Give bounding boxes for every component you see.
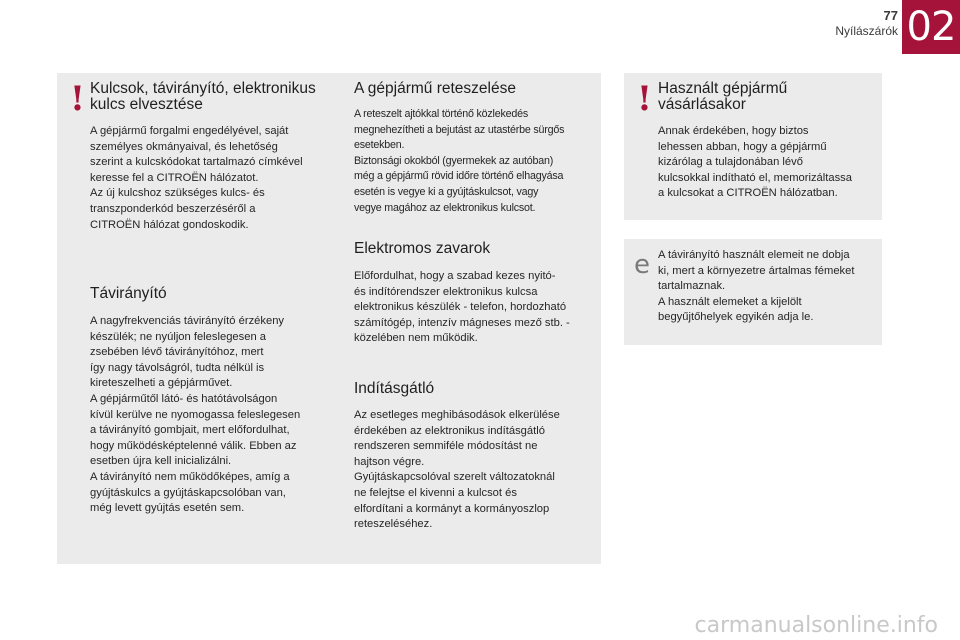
- immobiliser-text: [354, 408, 599, 533]
- remote-title: Távirányító: [90, 285, 167, 302]
- text-line: A távirányító használt elemeit ne dobja: [658, 249, 850, 261]
- text-line: Gyújtáskapcsolóval szerelt változatoknál: [354, 471, 555, 484]
- battery-section: [658, 248, 880, 326]
- text-line: elfordítani a kormányt a kormányoszlop: [354, 502, 550, 515]
- page-number: 77: [883, 8, 898, 23]
- lost-keys-text: [90, 124, 340, 233]
- alert-icon: !: [637, 79, 652, 119]
- immobiliser-title: Indításgátló: [354, 380, 435, 397]
- buying-text: [658, 124, 880, 202]
- text-line: lehessen abban, hogy a gépjármű: [658, 140, 827, 153]
- text-line: közelében nem működik.: [354, 332, 478, 345]
- text-line: Az esetleges meghibásodások elkerülése: [354, 409, 560, 421]
- remote-section: [90, 286, 340, 517]
- interference-title: Elektromos zavarok: [354, 240, 491, 257]
- buying-section: [658, 81, 880, 202]
- text-line: CITROËN hálózat gondoskodik.: [90, 218, 249, 231]
- text-line: Előfordulhat, hogy a szabad kezes nyitó-: [354, 270, 556, 282]
- text-line: és indítórendszer elektronikus kulcsa: [354, 285, 538, 298]
- text-line: begyűjtőhelyek egyikén adja le.: [658, 311, 814, 324]
- interference-text: [354, 269, 599, 347]
- text-line: a távirányító gombjait, mert előfordulhat,: [90, 424, 290, 437]
- text-line: számítógép, intenzív mágneses mező stb. -: [354, 316, 570, 329]
- text-line: gyújtáskulcs a gyújtáskapcsolóban van,: [90, 486, 286, 499]
- text-line: hajtson végre.: [354, 455, 425, 468]
- text-line: rendszeren semmiféle módosítást ne: [354, 440, 538, 453]
- text-line: esetekben.: [354, 139, 405, 152]
- text-line: megnehezítheti a bejutást az utastérbe sürgős: [354, 123, 565, 136]
- text-line: reteszeléséhez.: [354, 518, 433, 531]
- text-line: Az új kulcshoz szükséges kulcs- és: [90, 187, 265, 200]
- text-line: kireteszelheti a gépjárművet.: [90, 377, 233, 390]
- text-line: a kulcsokat a CITROËN hálózatban.: [658, 187, 838, 200]
- lost-keys-title: [90, 81, 340, 113]
- text-line: A gépjármű forgalmi engedélyével, saját: [90, 125, 289, 137]
- text-line: még a gépjármű rövid időre történő elhagyása: [354, 170, 564, 183]
- text-line: ne felejtse el kivenni a kulcsot és: [354, 486, 517, 499]
- text-line: kizárólag a tulajdonában lévő: [658, 156, 803, 169]
- text-line: így nagy távolságról, tudta nélkül is: [90, 361, 265, 374]
- chapter-tab: 02: [902, 0, 960, 54]
- text-line: személyes okmányaival, és lehetőség: [90, 140, 278, 153]
- locking-section: [354, 81, 599, 216]
- text-line: esetben újra kell inicializálni.: [90, 455, 232, 468]
- text-line: keresse fel a CITROËN hálózatot.: [90, 171, 259, 184]
- text-line: A reteszelt ajtókkal történő közlekedés: [354, 108, 528, 120]
- interference-section: [354, 241, 599, 347]
- text-line: kulcsokkal indítható el, memorizáltassa: [658, 171, 853, 184]
- text-line: A nagyfrekvenciás távirányító érzékeny: [90, 315, 285, 327]
- text-line: hogy működésképtelenné válik. Ebben az: [90, 439, 297, 452]
- text-line: tartalmaznak.: [658, 280, 726, 293]
- text-line: ki, mert a környezetre ártalmas fémeket: [658, 264, 855, 277]
- watermark: carmanualsonline.info: [694, 613, 938, 638]
- text-line: A távirányító nem működőképes, amíg a: [90, 470, 290, 483]
- text-line: zsebében lévő távirányítóhoz, mert: [90, 346, 264, 359]
- text-line: vegye magához az elektronikus kulcsot.: [354, 201, 536, 214]
- text-line: érdekében az elektronikus indításgátló: [354, 424, 545, 437]
- lost-keys-title-line2: kulcs elvesztése: [90, 96, 203, 113]
- eco-icon: e: [634, 250, 650, 280]
- section-name: Nyílászárók: [835, 24, 898, 38]
- text-line: A használt elemeket a kijelölt: [658, 295, 802, 308]
- text-line: esetén is vegye ki a gyújtáskulcsot, vagy: [354, 185, 539, 198]
- text-line: még levett gyújtás esetén sem.: [90, 502, 245, 515]
- buying-title: [658, 81, 880, 113]
- text-line: készülék; ne nyúljon feleslegesen a: [90, 330, 267, 343]
- text-line: elektronikus készülék - telefon, hordozható: [354, 301, 567, 314]
- buying-title-line1: Használt gépjármű: [658, 80, 788, 97]
- lost-keys-title-line1: Kulcsok, távirányító, elektronikus: [90, 80, 316, 97]
- text-line: Biztonsági okokból (gyermekek az autóban): [354, 154, 554, 167]
- remote-text: [90, 314, 340, 517]
- buying-title-line2: vásárlásakor: [658, 96, 746, 113]
- alert-icon: !: [70, 79, 85, 119]
- text-line: kívül kerülve ne nyomogassa feleslegesen: [90, 408, 301, 421]
- lost-keys-section: [90, 81, 340, 233]
- locking-text: [354, 107, 599, 216]
- text-line: Annak érdekében, hogy biztos: [658, 125, 809, 137]
- locking-title: A gépjármű reteszelése: [354, 80, 516, 97]
- text-line: szerint a kulcskódokat tartalmazó címkével: [90, 156, 303, 169]
- text-line: transzponderkód beszerzéséről a: [90, 202, 256, 215]
- immobiliser-section: [354, 381, 599, 533]
- battery-text: [658, 248, 880, 326]
- text-line: A gépjárműtől látó- és hatótávolságon: [90, 392, 278, 405]
